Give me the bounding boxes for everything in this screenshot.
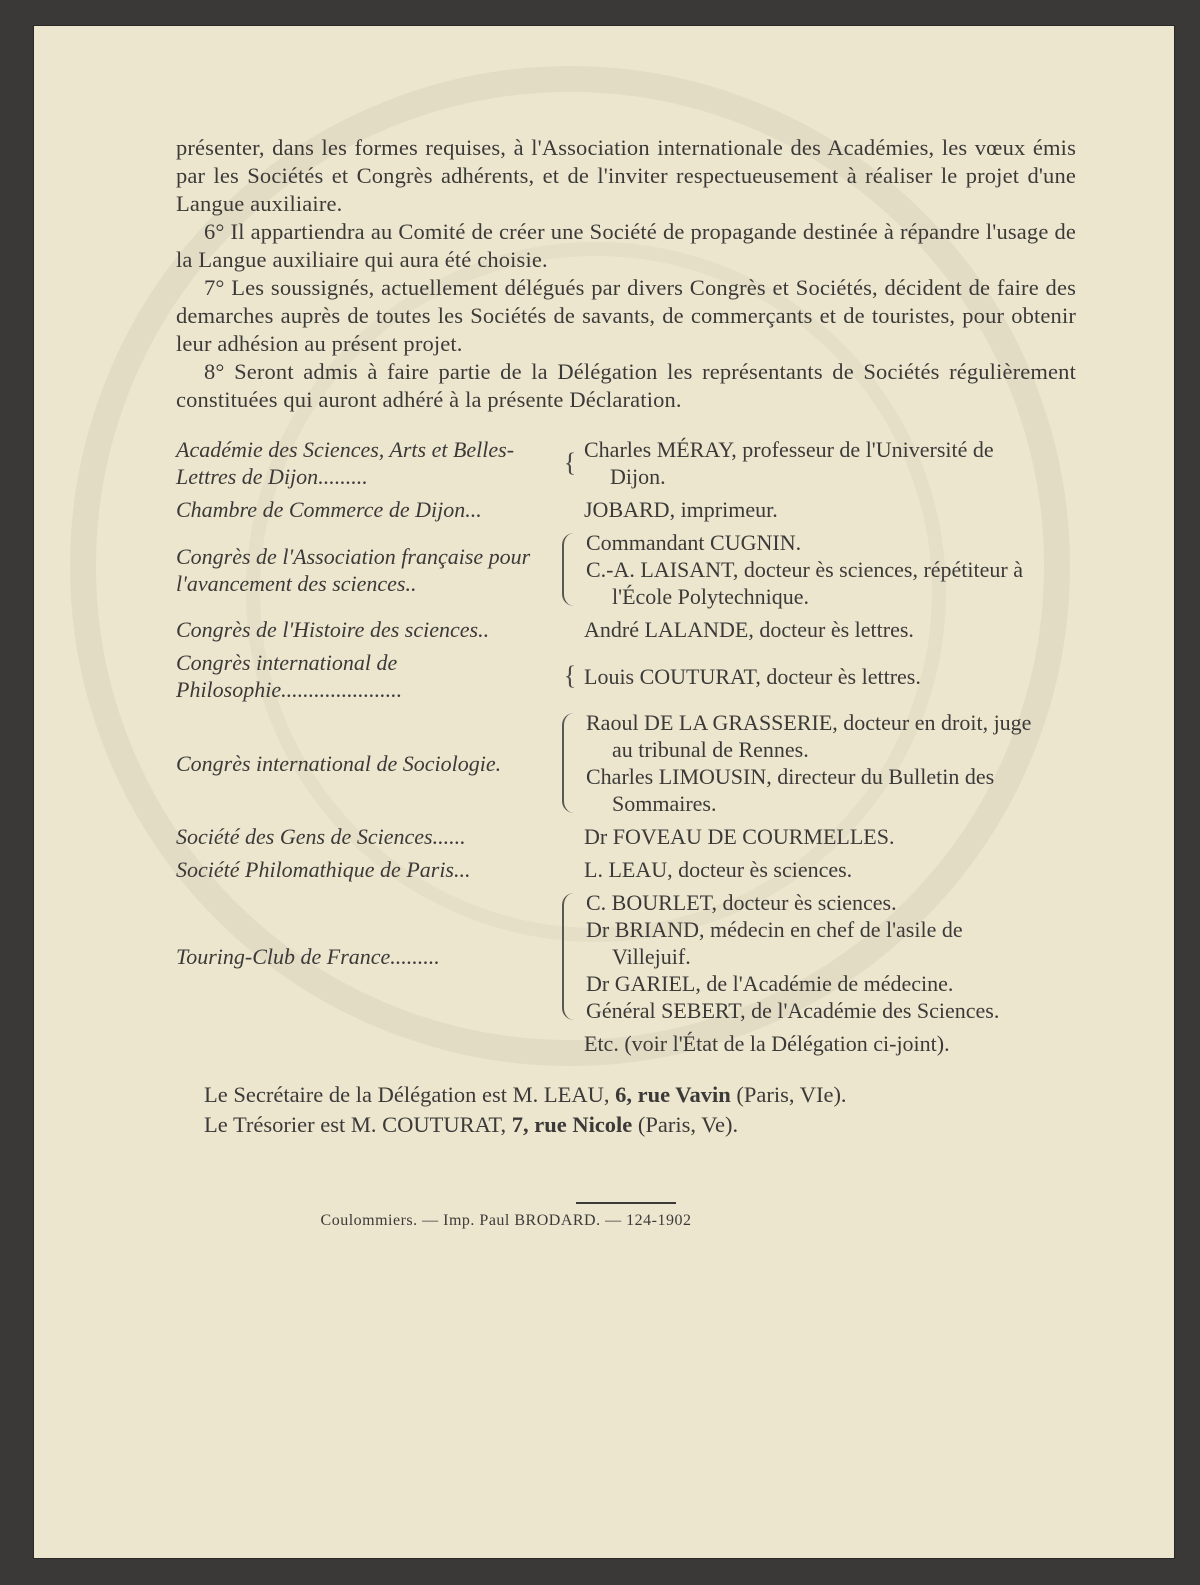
member: André LALANDE, docteur ès lettres. — [584, 617, 914, 642]
member: Commandant CUGNIN. — [586, 530, 802, 555]
secretary-line: Le Secrétaire de la Délégation est M. LEAU, 6, rue Vavin (Paris, VIe). — [204, 1082, 847, 1107]
org-name: Société Philomathique de Paris — [176, 857, 454, 882]
member: Charles LIMOUSIN, directeur du Bulletin des Sommaires. — [586, 764, 995, 816]
document-page — [34, 26, 1174, 1558]
member: JOBARD, imprimeur. — [584, 497, 778, 522]
delegation-row: Congrès de l'Histoire des sciences.. André LALANDE, docteur ès lettres. — [176, 616, 1076, 643]
org-name: Société des Gens de Sciences — [176, 824, 433, 849]
delegation-row: Congrès de l'Association française pour l'avancement des sciences.. Commandant CUGNIN. C.-A. LAISANT, docteur ès sciences, répétiteur à l'École Polytechnique. — [176, 529, 1076, 610]
delegation-row: Société Philomathique de Paris... L. LEAU, docteur ès sciences. — [176, 856, 1076, 883]
delegation-list — [176, 436, 1076, 1058]
brace-icon: { — [563, 661, 577, 690]
delegation-row: Touring-Club de France......... C. BOURLET, docteur ès sciences. Dr BRIAND, médecin en chef de l'asile de Villejuif. Dr GARIEL, de l'Académie de médecine. Général SEBERT, de l'Académie des Sciences. — [176, 889, 1076, 1024]
member: Général SEBERT, de l'Académie des Sciences. — [586, 998, 1000, 1023]
org-name: Touring-Club de France — [176, 944, 391, 969]
paragraph-8: 8° Seront admis à faire partie de la Délégation les représentants de Sociétés régulièrement constituées qui auront adhéré à la présente Déclaration. — [176, 359, 1076, 412]
member: C. BOURLET, docteur ès sciences. — [586, 890, 897, 915]
org-name: Congrès de l'Histoire des sciences — [176, 617, 479, 642]
delegation-row: Académie des Sciences, Arts et Belles-Lettres de Dijon......... { Charles MÉRAY, professeur de l'Université de Dijon. — [176, 436, 1076, 490]
etc-note: Etc. (voir l'État de la Délégation ci-joint). — [584, 1031, 950, 1056]
member: Dr BRIAND, médecin en chef de l'asile de Villejuif. — [586, 917, 963, 969]
brace-icon — [562, 893, 574, 1020]
divider — [576, 1202, 676, 1204]
brace-icon: { — [563, 448, 577, 477]
member: L. LEAU, docteur ès sciences. — [584, 857, 853, 882]
org-name: Congrès international de Sociologie. — [176, 750, 502, 776]
paragraph-6: 6° Il appartiendra au Comité de créer une Société de propagande destinée à répandre l'usage de la Langue auxiliaire qui aura été choisie. — [176, 219, 1076, 272]
delegation-row: Congrès international de Philosophie...................... { Louis COUTURAT, docteur ès lettres. — [176, 649, 1076, 703]
brace-icon — [562, 713, 574, 813]
document-body — [176, 134, 1076, 1230]
member: Raoul DE LA GRASSERIE, docteur en droit, juge au tribunal de Rennes. — [586, 710, 1032, 762]
member: Louis COUTURAT, docteur ès lettres. — [584, 663, 921, 689]
member: Dr FOVEAU DE COURMELLES. — [584, 824, 895, 849]
printer-colophon: Coulommiers. — Imp. Paul BRODARD. — 124-1902 — [320, 1212, 692, 1229]
org-name: Congrès international de Philosophie — [176, 650, 398, 702]
delegation-row — [176, 709, 1076, 817]
treasurer-line: Le Trésorier est M. COUTURAT, 7, rue Nicole (Paris, Ve). — [204, 1112, 739, 1137]
org-name: Académie des Sciences, Arts et Belles-Lettres de Dijon — [176, 437, 515, 489]
org-name: Chambre de Commerce de Dijon — [176, 497, 466, 522]
member: Dr GARIEL, de l'Académie de médecine. — [586, 971, 954, 996]
org-name: Congrès de l'Association française pour l'avancement des sciences — [176, 543, 531, 596]
paragraph-continued: présenter, dans les formes requises, à l'Association internationale des Académies, les vœux émis par les Sociétés et Congrès adhérents, et de l'inviter respectueusement à réaliser le projet d'une Langue auxiliaire. — [176, 135, 1076, 216]
delegation-row: Chambre de Commerce de Dijon... JOBARD, imprimeur. — [176, 496, 1076, 523]
member: C.-A. LAISANT, docteur ès sciences, répétiteur à l'École Polytechnique. — [586, 557, 1023, 609]
delegation-row: Société des Gens de Sciences...... Dr FOVEAU DE COURMELLES. — [176, 823, 1076, 850]
brace-icon — [562, 533, 574, 606]
member: Charles MÉRAY, professeur de l'Université de Dijon. — [584, 437, 994, 489]
paragraph-7: 7° Les soussignés, actuellement délégués par divers Congrès et Sociétés, décident de faire des demarches auprès de toutes les Sociétés de savants, de commerçants et de touristes, pour obtenir leur adhésion au présent projet. — [176, 275, 1076, 356]
